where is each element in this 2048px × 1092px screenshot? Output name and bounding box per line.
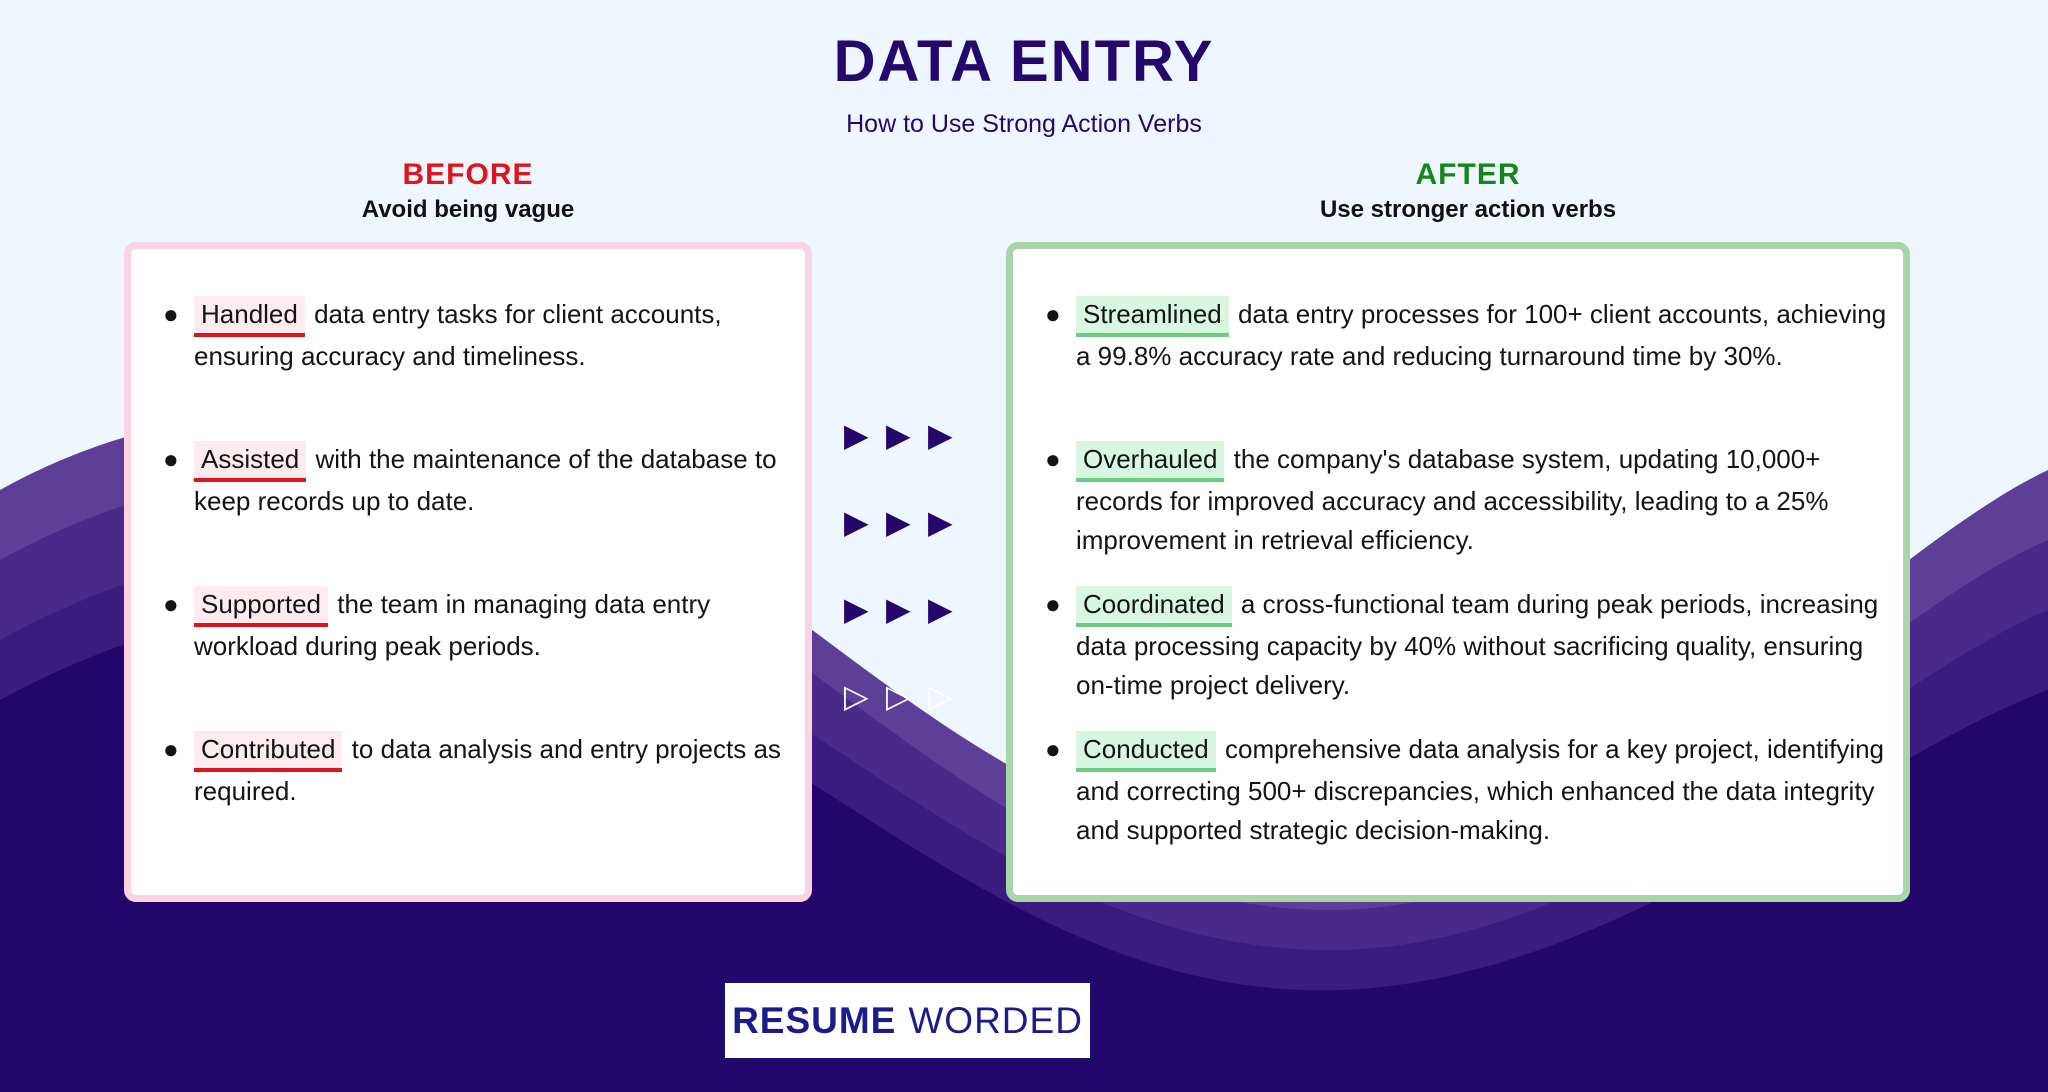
weak-verb: Handled: [194, 296, 305, 337]
strong-verb: Overhauled: [1076, 441, 1224, 482]
before-item-text: to data analysis and entry projects as required.: [194, 734, 781, 806]
before-subheading: Avoid being vague: [361, 196, 575, 223]
before-item: [149, 440, 789, 521]
after-item: [1031, 730, 1891, 850]
after-card: [1006, 242, 1910, 902]
after-item-text: a cross-functional team during peak periods, increasing data processing capacity by 40% without sacrificing quality, ensuring on-time project delivery.: [1076, 589, 1879, 700]
logo-regular-text: WORDED: [908, 999, 1083, 1041]
strong-verb: Streamlined: [1076, 296, 1229, 337]
after-heading: AFTER: [1415, 158, 1521, 191]
bullet-icon: ●: [163, 589, 179, 619]
arrow-row: [844, 676, 964, 716]
strong-verb: Conducted: [1076, 731, 1216, 772]
after-item: [1031, 585, 1891, 705]
play-triangle-icon: ▶: [886, 504, 911, 540]
play-triangle-outline-icon: ▷: [928, 678, 953, 714]
bullet-icon: ●: [1045, 589, 1061, 619]
play-triangle-icon: ▶: [844, 504, 869, 540]
before-card: [124, 242, 812, 902]
bullet-icon: ●: [1045, 734, 1061, 764]
play-triangle-icon: ▶: [844, 417, 869, 453]
before-item-text: the team in managing data entry workload during peak periods.: [194, 589, 711, 661]
page-title: DATA ENTRY: [833, 29, 1215, 94]
before-item-text: with the maintenance of the database to keep records up to date.: [194, 444, 777, 516]
after-header: [1006, 158, 1930, 224]
page-subtitle: How to Use Strong Action Verbs: [846, 110, 1202, 138]
play-triangle-icon: ▶: [928, 591, 953, 627]
after-item: [1031, 295, 1891, 376]
weak-verb: Contributed: [194, 731, 342, 772]
after-item-text: comprehensive data analysis for a key project, identifying and correcting 500+ discrepancies, which enhanced the data integrity and supported strategic decision-making.: [1076, 734, 1885, 845]
after-subheading: Use stronger action verbs: [1319, 196, 1617, 223]
after-item-text: the company's database system, updating 10,000+ records for improved accuracy and accessibility, leading to a 25% improvement in retrieval efficiency.: [1076, 444, 1829, 555]
after-item: [1031, 440, 1891, 560]
play-triangle-outline-icon: ▷: [886, 678, 911, 714]
bullet-icon: ●: [163, 299, 179, 329]
before-header: [124, 158, 812, 224]
resume-worded-logo: [722, 980, 1093, 1061]
weak-verb: Supported: [194, 586, 328, 627]
strong-verb: Coordinated: [1076, 586, 1232, 627]
bullet-icon: ●: [163, 444, 179, 474]
arrow-row: [844, 415, 964, 455]
before-item: [149, 730, 789, 811]
arrow-row: [844, 502, 964, 542]
arrow-row: [844, 589, 964, 629]
bullet-icon: ●: [1045, 299, 1061, 329]
play-triangle-icon: ▶: [928, 504, 953, 540]
play-triangle-outline-icon: ▷: [844, 678, 869, 714]
before-item: [149, 295, 789, 376]
play-triangle-icon: ▶: [844, 591, 869, 627]
logo-bold-text: RESUME: [732, 999, 897, 1041]
before-item-text: data entry tasks for client accounts, ensuring accuracy and timeliness.: [194, 299, 722, 371]
before-item: [149, 585, 789, 666]
after-item-text: data entry processes for 100+ client accounts, achieving a 99.8% accuracy rate and reducing turnaround time by 30%.: [1076, 299, 1887, 371]
play-triangle-icon: ▶: [886, 417, 911, 453]
bullet-icon: ●: [163, 734, 179, 764]
play-triangle-icon: ▶: [886, 591, 911, 627]
play-triangle-icon: ▶: [928, 417, 953, 453]
weak-verb: Assisted: [194, 441, 306, 482]
before-heading: BEFORE: [402, 158, 534, 191]
bullet-icon: ●: [1045, 444, 1061, 474]
